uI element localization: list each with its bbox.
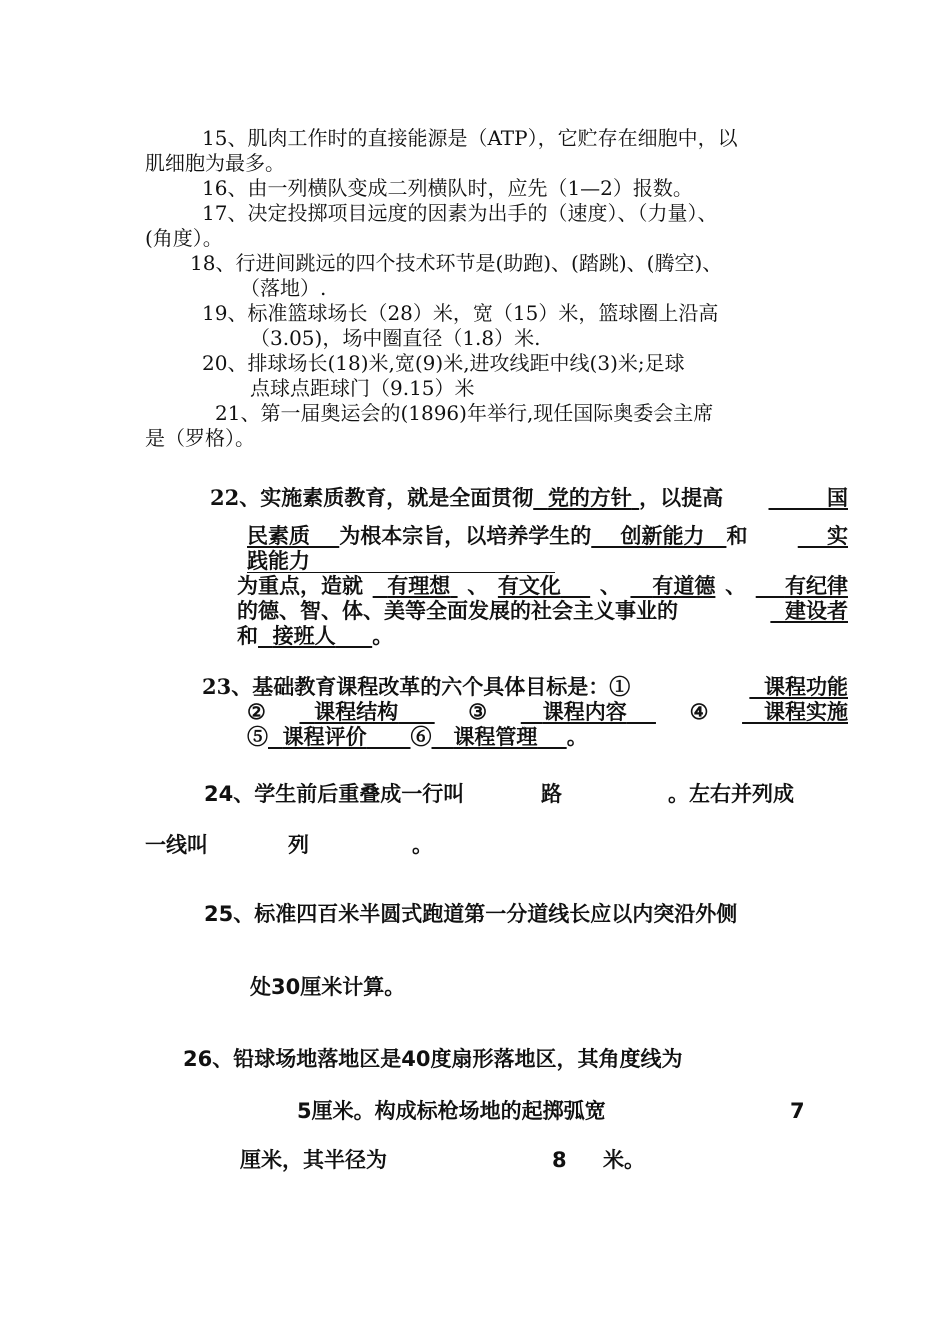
q22-prompt-6: 的德、智、体、美等全面发展的社会主义事业的	[237, 598, 678, 623]
q24-line1	[204, 784, 464, 805]
q25-prompt-3: 厘米计算。	[300, 975, 406, 999]
q26-answer-3: 7	[790, 1099, 805, 1123]
q23-answer-5: 课程评价	[282, 724, 367, 749]
q23-num-3: ③	[468, 699, 488, 724]
q22-prompt-5: 为重点，造就	[237, 573, 363, 598]
q24-prompt-3: 一线叫	[145, 833, 208, 857]
q22-sep-2: 、	[599, 573, 621, 598]
q25-line1	[204, 904, 737, 925]
q25-prompt-1: 、标准四百米半圆式跑道第一分道线长应以内突沿外侧	[233, 902, 738, 926]
q25-prompt-2: 处	[250, 975, 271, 999]
q24-end: 。	[412, 833, 433, 857]
q22-prompt-4: 和	[726, 523, 748, 548]
q19-line1: 19、标准篮球场长（28）米，宽（15）米，篮球圈上沿高	[202, 301, 719, 325]
q26-prompt-4: 厘米，其半径为	[240, 1148, 387, 1172]
q22-answer-2a: 国	[827, 485, 848, 510]
q23-answer-6: 课程管理	[453, 724, 538, 749]
q22-answer-2b: 民素质	[247, 523, 310, 548]
q26-answer-4: 8	[552, 1148, 567, 1172]
q20-line2: 点球点距球门（9.15）米	[250, 376, 475, 400]
q24-prompt-1: 、学生前后重叠成一行叫	[233, 782, 465, 806]
q15-line1: 15、肌肉工作时的直接能源是（ATP），它贮存在细胞中，以	[202, 126, 738, 150]
q18-line1: 18、行进间跳远的四个技术环节是(助跑)、(踏跳)、(腾空)、	[190, 251, 723, 275]
q25-answer-1: 30	[271, 975, 301, 999]
q23-num-2: ②	[247, 699, 266, 724]
q26-prompt-3: 厘米。构成标枪场地的起掷弧宽	[311, 1099, 606, 1123]
q17-line2: (角度）。	[145, 226, 223, 250]
q26-prompt-2: 度扇形落地区，其角度线为	[430, 1047, 683, 1071]
q22-sep-1: 、	[467, 573, 489, 598]
q22-answer-4b: 践能力	[247, 548, 310, 573]
q26-prompt-1: 、铅球场地落地区是	[212, 1047, 402, 1071]
q17-line1: 17、决定投掷项目远度的因素为出手的（速度）、（力量）、	[202, 201, 718, 225]
q25-number: 25	[204, 902, 234, 926]
q23-num-4: ④	[689, 699, 709, 724]
q26-answer-2: 5	[297, 1099, 312, 1123]
q23-end: 。	[566, 724, 588, 749]
q26-number: 26	[183, 1047, 213, 1071]
q23-line1	[202, 676, 848, 697]
q22-answer-6: 有文化	[497, 573, 561, 598]
q15-line2: 肌细胞为最多。	[145, 151, 285, 175]
q23-num-5: ⑤	[247, 724, 268, 749]
q24-number: 24	[204, 782, 234, 806]
q23-line3	[247, 726, 588, 747]
q22-answer-9: 建设者	[785, 598, 848, 623]
q22-sep-3: 、	[725, 573, 747, 598]
q26-line1	[183, 1049, 682, 1070]
q16-line1: 16、由一列横队变成二列横队时，应先（1—2）报数。	[202, 176, 693, 200]
q22-line4	[237, 600, 848, 621]
q22-answer-4a: 实	[827, 523, 848, 548]
q22-answer-5: 有理想	[387, 573, 451, 598]
q22-line1	[210, 487, 848, 508]
q22-line5	[237, 625, 393, 646]
q22-answer-8: 有纪律	[784, 573, 848, 598]
q22-answer-10: 接班人	[272, 623, 336, 648]
q23-answer-4: 课程实施	[764, 699, 848, 724]
q22-answer-1: 党的方针	[547, 485, 632, 510]
q23-answer-1: 课程功能	[764, 674, 848, 699]
q24-answer-2: 列	[288, 833, 309, 857]
q24-answer-1: 路	[541, 782, 562, 806]
q25-line2	[250, 977, 405, 998]
q22-prompt-7: 和	[237, 623, 258, 648]
q22-prompt-1: 22、实施素质教育，就是全面贯彻	[210, 485, 534, 510]
q21-line1: 21、第一届奥运会的(1896)年举行,现任国际奥委会主席	[215, 401, 714, 425]
q23-line2	[247, 701, 848, 722]
q26-answer-1: 40	[401, 1047, 431, 1071]
q22-answer-7: 有道德	[652, 573, 716, 598]
q22-end: 。	[372, 623, 394, 648]
q22-prompt-2: ，以提高	[639, 485, 724, 510]
q26-end: 米。	[603, 1148, 645, 1172]
q20-line1: 20、排球场长(18)米,宽(9)米,进攻线距中线(3)米;足球	[202, 351, 685, 375]
q23-answer-2: 课程结构	[314, 699, 399, 724]
q26-line2	[297, 1101, 606, 1122]
q22-prompt-3: 为根本宗旨，以培养学生的	[339, 523, 592, 548]
q23-answer-3: 课程内容	[542, 699, 627, 724]
q22-line2	[247, 525, 848, 546]
q24-prompt-2: 。左右并列成	[668, 782, 794, 806]
q18-line2: （落地）.	[240, 276, 327, 300]
q21-line2: 是（罗格）。	[145, 426, 255, 450]
q23-num-6: ⑥	[410, 724, 432, 749]
q22-line3	[237, 575, 848, 596]
q22-answer-3: 创新能力	[620, 523, 705, 548]
q23-prompt-1: 23、基础教育课程改革的六个具体目标是：①	[202, 674, 631, 699]
q19-line2: （3.05)，场中圈直径（1.8）米.	[250, 326, 541, 350]
